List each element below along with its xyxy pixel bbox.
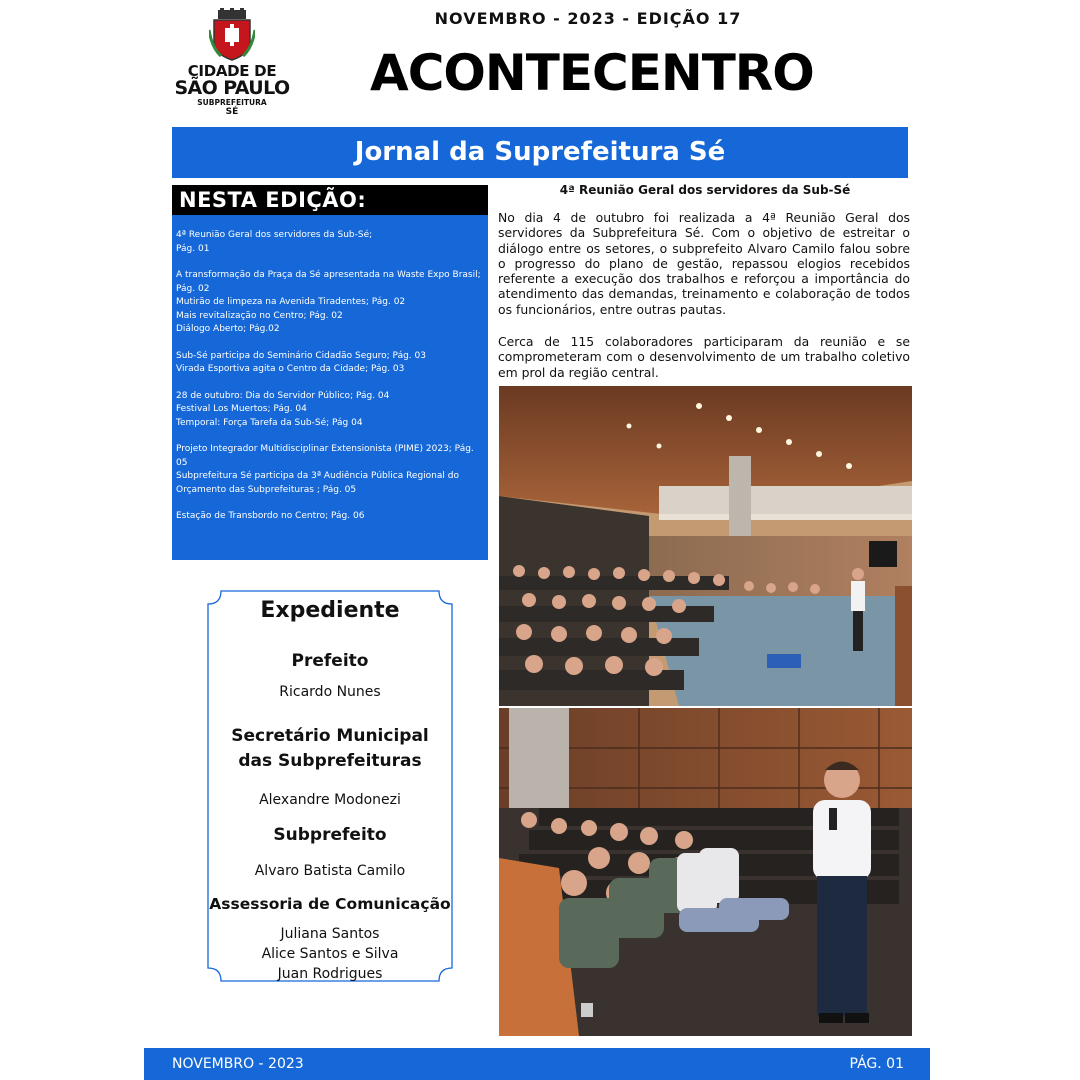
page-number: PÁG. 01 <box>849 1056 904 1072</box>
toc-group <box>176 390 482 431</box>
name-comunicacao-3: Juan Rodrigues <box>277 966 383 982</box>
logo-line-1: CIDADE DE <box>187 62 277 80</box>
expediente-title: Expediente <box>260 598 400 623</box>
logo-line-4: SÉ <box>225 107 239 117</box>
role-comunicacao: Assessoria de Comunicação <box>209 895 451 913</box>
toc-item[interactable]: Virada Esportiva agita o Centro da Cidade; Pág. 03 <box>176 364 405 374</box>
name-subprefeito: Alvaro Batista Camilo <box>254 863 406 879</box>
toc-item[interactable]: Mutirão de limpeza na Avenida Tiradentes; Pág. 02 <box>176 297 406 307</box>
toc-heading: NESTA EDIÇÃO: <box>172 185 488 215</box>
role-prefeito: Prefeito <box>291 651 369 671</box>
logo-line-3: SUBPREFEITURA <box>197 98 267 107</box>
role-secretario-line-1: Secretário Municipal <box>231 726 429 746</box>
city-logo <box>168 8 296 126</box>
name-secretario: Alexandre Modonezi <box>259 792 401 808</box>
toc-item[interactable]: A transformação da Praça da Sé apresentada na Waste Expo Brasil; Pág. 02 <box>176 270 481 294</box>
toc-item[interactable]: Pág. 01 <box>176 243 210 254</box>
masthead-title: ACONTECENTRO <box>370 44 814 102</box>
toc-group <box>176 443 482 497</box>
toc-group <box>176 510 482 524</box>
edition-line: NOVEMBRO - 2023 - EDIÇÃO 17 <box>434 9 742 28</box>
name-comunicacao-1: Juliana Santos <box>280 926 380 942</box>
toc-item[interactable]: Diálogo Aberto; Pág.02 <box>176 324 280 334</box>
toc-item[interactable]: Mais revitalização no Centro; Pág. 02 <box>176 310 343 321</box>
speaker-photo <box>499 708 912 1036</box>
role-secretario-line-2: das Subprefeituras <box>238 751 422 771</box>
newspaper-banner: Jornal da Suprefeitura Sé <box>172 127 908 178</box>
role-subprefeito: Subprefeito <box>273 825 387 845</box>
expediente-box <box>207 590 453 982</box>
page-footer <box>144 1048 930 1080</box>
toc-item[interactable]: Estação de Transbordo no Centro; Pág. 06 <box>176 511 365 521</box>
footer-date: NOVEMBRO - 2023 <box>172 1056 304 1072</box>
toc-item[interactable]: Temporal: Força Tarefa da Sub-Sé; Pág 04 <box>176 417 363 428</box>
article-paragraph-1: No dia 4 de outubro foi realizada a 4ª Reunião Geral dos servidores da Subprefeitura Sé. Com o objetivo de estreitar o diálogo entre os setores, o subprefeito Alvaro Camilo falou sobre o progresso do plano de gestão, repassou elogios recebidos referente a execução dos trabalhos e reforçou a importância do atendimento das demandas, treinamento e colaboração de todos os funcionários, entre outras pautas. <box>498 210 910 317</box>
toc-item[interactable]: Sub-Sé participa do Seminário Cidadão Seguro; Pág. 03 <box>176 350 426 361</box>
toc-group <box>176 269 482 337</box>
article-paragraph-2: Cerca de 115 colaboradores participaram da reunião e se comprometeram com o desenvolvimento de um trabalho coletivo em prol da região central. <box>498 334 910 380</box>
toc-item[interactable]: 4ª Reunião Geral dos servidores da Sub-Sé; <box>176 230 373 240</box>
name-comunicacao-2: Alice Santos e Silva <box>261 946 399 962</box>
coat-of-arms-icon <box>209 8 255 62</box>
toc-item[interactable]: 28 de outubro: Dia do Servidor Público; Pág. 04 <box>176 390 390 401</box>
toc-list <box>172 215 488 560</box>
name-prefeito: Ricardo Nunes <box>279 684 381 700</box>
auditorium-photo <box>499 386 912 706</box>
toc-item[interactable]: Subprefeitura Sé participa da 3ª Audiência Pública Regional do Orçamento das Subprefeituras ; Pág. 05 <box>176 471 459 495</box>
toc-group <box>176 229 482 256</box>
article-title: 4ª Reunião Geral dos servidores da Sub-Sé <box>559 183 851 197</box>
toc-item[interactable]: Festival Los Muertos; Pág. 04 <box>176 404 307 414</box>
logo-line-2: SÃO PAULO <box>174 77 290 99</box>
toc-group <box>176 350 482 377</box>
toc-item[interactable]: Projeto Integrador Multidisciplinar Extensionista (PIME) 2023; Pág. 05 <box>176 444 474 468</box>
